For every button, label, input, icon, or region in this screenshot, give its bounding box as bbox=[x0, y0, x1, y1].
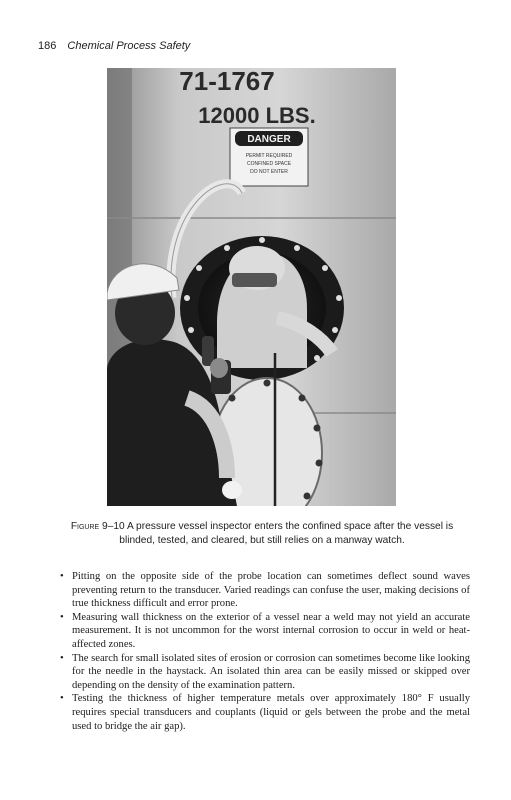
sign-line-1: PERMIT REQUIRED bbox=[245, 153, 293, 159]
caption-text: A pressure vessel inspector enters the confined space after the vessel is blinded, tested, and cleared, but still relies on a manway watch. bbox=[119, 521, 454, 546]
bullet-symbol: • bbox=[60, 611, 64, 623]
list-item-text: The search for small isolated sites of erosion or corrosion can sometimes become like looking for the needle in the haystack. An isolated thin area can be easily missed or skipped over depending on the density of the examination pattern. bbox=[72, 652, 470, 691]
figure-photo bbox=[107, 68, 396, 506]
danger-label: DANGER bbox=[247, 134, 291, 145]
capacity-stencil: 12000 LBS. bbox=[198, 103, 316, 128]
bullet-symbol: • bbox=[60, 652, 64, 664]
list-item bbox=[60, 611, 470, 652]
figure-caption bbox=[62, 520, 462, 547]
figure-label: Figure 9–10 bbox=[70, 521, 125, 532]
bullet-list bbox=[60, 570, 470, 733]
list-item bbox=[60, 570, 470, 611]
bullet-symbol: • bbox=[60, 693, 64, 705]
bullet-symbol: • bbox=[60, 571, 64, 582]
sign-line-3: DO NOT ENTER bbox=[250, 169, 288, 175]
photo-illustration bbox=[107, 68, 396, 506]
list-item bbox=[60, 652, 470, 693]
sign-line-2: CONFINED SPACE bbox=[246, 161, 292, 167]
list-item bbox=[60, 692, 470, 733]
running-header bbox=[38, 40, 190, 52]
list-item-text: Testing the thickness of higher temperature metals over approximately 180° F usually requires special transducers and couplants (liquid or gels between the probe and the metal used to bridge the air gap). bbox=[72, 693, 470, 732]
danger-sign bbox=[230, 128, 308, 186]
page-number: 186 bbox=[38, 40, 57, 52]
list-item-text: Pitting on the opposite side of the probe location can sometimes deflect sound waves preventing return to the transducer. Varied readings can confuse the user, making decisions of true thickness difficult and error prone. bbox=[72, 571, 470, 610]
vessel-number-stencil: 71-1767 bbox=[179, 68, 275, 96]
running-title: Chemical Process Safety bbox=[67, 40, 191, 52]
list-item-text: Measuring wall thickness on the exterior of a vessel near a weld may not yield an accurate measurement. It is not uncommon for the worst internal corrosion to occur in weld or heat-affected zones. bbox=[72, 611, 470, 650]
